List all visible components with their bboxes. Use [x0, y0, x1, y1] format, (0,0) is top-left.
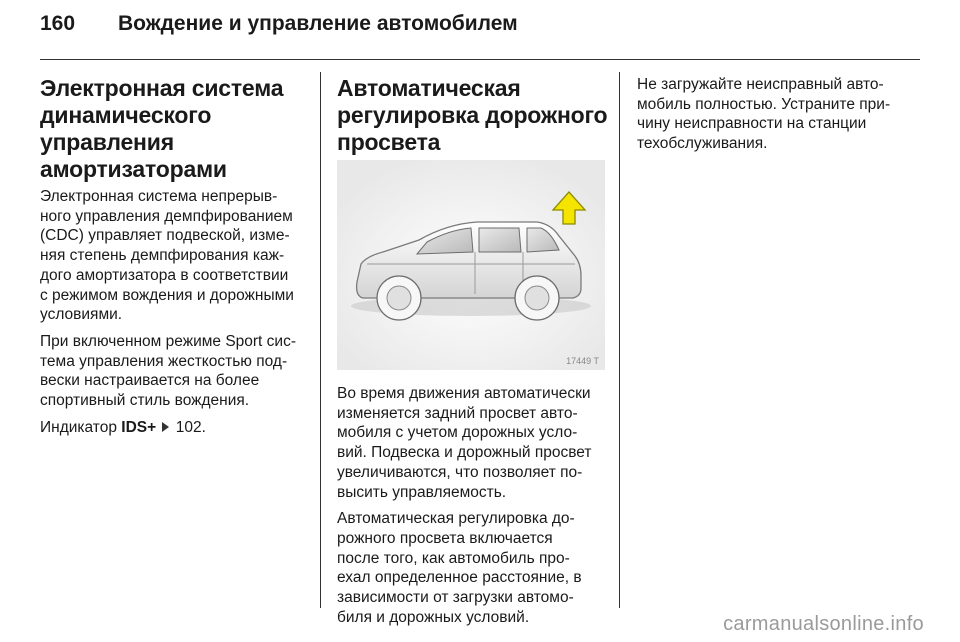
column-right: [637, 75, 907, 161]
text-line: дого амортизатора в соответствии: [40, 266, 289, 284]
title-line: управления: [40, 129, 174, 155]
title-line: просвета: [337, 129, 441, 155]
section-title-cdc: [40, 75, 306, 183]
column-divider: [619, 72, 620, 608]
text-line: При включенном режиме Sport сис-: [40, 332, 296, 350]
text-line: условиями.: [40, 306, 123, 324]
text-line: высить управляемость.: [337, 483, 507, 501]
title-line: динамического: [40, 102, 212, 128]
text-line: с режимом вождения и дорожными: [40, 286, 294, 304]
page-number: 160: [40, 12, 76, 35]
paragraph-sport-mode: [40, 332, 306, 411]
header-rule: [40, 59, 920, 60]
text-line: чину неисправности на станции: [637, 115, 867, 133]
text-line: ного управления демпфированием: [40, 207, 293, 225]
text-line: Во время движения автоматически: [337, 385, 591, 402]
indicator-reference: [40, 418, 306, 438]
text-line: техобслуживания.: [637, 135, 768, 153]
indicator-prefix: Индикатор: [40, 418, 122, 436]
text-line: биля и дорожных условий.: [337, 608, 530, 626]
text-line: увеличиваются, что позволяет по-: [337, 463, 583, 481]
text-line: (CDC) управляет подвеской, изме-: [40, 227, 290, 245]
text-line: вий. Подвеска и дорожный просвет: [337, 444, 592, 462]
column-middle: [337, 75, 607, 634]
text-line: тема управления жесткостью под-: [40, 352, 288, 370]
title-line: амортизаторами: [40, 156, 227, 182]
title-line: Электронная система: [40, 75, 284, 101]
paragraph-ride-height-1: [337, 384, 607, 502]
car-illustration: [337, 160, 605, 370]
title-line: регулировка дорожного: [337, 102, 608, 128]
paragraph-cdc-intro: [40, 187, 306, 325]
text-line: мобиля с учетом дорожных усло-: [337, 424, 578, 442]
paragraph-ride-height-2: [337, 509, 607, 627]
text-line: зависимости от загрузки автомо-: [337, 589, 574, 607]
title-line: Автоматическая: [337, 75, 521, 101]
paragraph-warning: [637, 75, 907, 154]
indicator-name: IDS+: [121, 418, 157, 436]
text-line: Электронная система непрерыв-: [40, 188, 278, 205]
indicator-page-link[interactable]: 102.: [175, 418, 206, 436]
text-line: ехал определенное расстояние, в: [337, 569, 582, 587]
text-line: мобиль полностью. Устраните при-: [637, 95, 891, 113]
text-line: рожного просвета включается: [337, 529, 553, 547]
site-watermark: carmanualsonline.info: [723, 613, 924, 635]
text-line: Автоматическая регулировка до-: [337, 510, 575, 528]
figure-code: 17449 T: [566, 356, 599, 366]
car-side-view-image: [337, 160, 605, 370]
column-divider: [320, 72, 321, 608]
column-left: [40, 75, 306, 444]
section-title-ride-height: [337, 75, 607, 156]
text-line: изменяется задний просвет авто-: [337, 404, 578, 422]
text-line: няя степень демпфирования каж-: [40, 247, 285, 265]
running-head: Вождение и управление автомобилем: [118, 12, 518, 35]
text-line: после того, как автомобиль про-: [337, 549, 570, 567]
text-line: спортивный стиль вождения.: [40, 392, 250, 410]
text-line: Не загружайте неисправный авто-: [637, 76, 884, 93]
text-line: вески настраивается на более: [40, 372, 260, 390]
page-reference-arrow-icon: [162, 422, 169, 432]
